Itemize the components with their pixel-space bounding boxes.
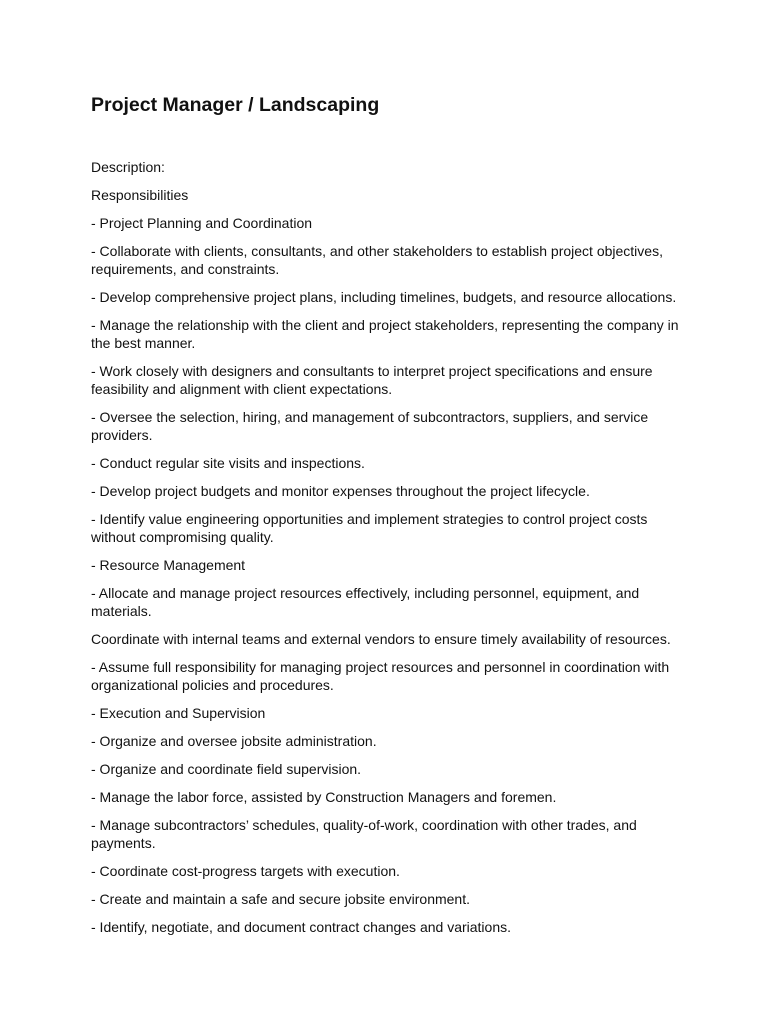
list-item: - Develop project budgets and monitor expenses throughout the project lifecycle. bbox=[91, 483, 590, 499]
list-item: - Organize and oversee jobsite administration. bbox=[91, 733, 377, 749]
list-item: - Identify value engineering opportunities and implement strategies to control project costs without compromising quality. bbox=[91, 511, 648, 545]
list-item: - Work closely with designers and consultants to interpret project specifications and ensure feasibility and alignment with client expectations. bbox=[91, 363, 653, 397]
list-item: - Collaborate with clients, consultants, and other stakeholders to establish project objectives, requirements, and constraints. bbox=[91, 243, 663, 277]
list-item: Responsibilities bbox=[91, 187, 189, 203]
list-item: - Execution and Supervision bbox=[91, 705, 266, 721]
list-item: - Develop comprehensive project plans, including timelines, budgets, and resource allocations. bbox=[91, 289, 677, 305]
list-item: Coordinate with internal teams and external vendors to ensure timely availability of resources. bbox=[91, 631, 671, 647]
list-item: - Create and maintain a safe and secure jobsite environment. bbox=[91, 891, 470, 907]
list-item: - Assume full responsibility for managing project resources and personnel in coordination with organizational policies and procedures. bbox=[91, 659, 670, 693]
list-item: - Organize and coordinate field supervision. bbox=[91, 761, 362, 777]
responsibilities-list bbox=[91, 186, 679, 936]
list-item: - Oversee the selection, hiring, and management of subcontractors, suppliers, and service providers. bbox=[91, 409, 649, 443]
list-item: - Coordinate cost-progress targets with execution. bbox=[91, 863, 400, 879]
list-item: - Manage the labor force, assisted by Construction Managers and foremen. bbox=[91, 789, 557, 805]
list-item: - Manage the relationship with the client and project stakeholders, representing the company in the best manner. bbox=[91, 317, 679, 351]
list-item: - Conduct regular site visits and inspections. bbox=[91, 455, 365, 471]
list-item: - Allocate and manage project resources effectively, including personnel, equipment, and materials. bbox=[91, 585, 640, 619]
description-label: Description: bbox=[91, 159, 165, 175]
list-item: - Resource Management bbox=[91, 557, 246, 573]
list-item: - Project Planning and Coordination bbox=[91, 215, 313, 231]
list-item: - Manage subcontractors’ schedules, quality-of-work, coordination with other trades, and payments. bbox=[91, 817, 637, 851]
document-page bbox=[91, 92, 679, 936]
list-item: - Identify, negotiate, and document contract changes and variations. bbox=[91, 919, 511, 935]
page-title: Project Manager / Landscaping bbox=[91, 94, 380, 116]
